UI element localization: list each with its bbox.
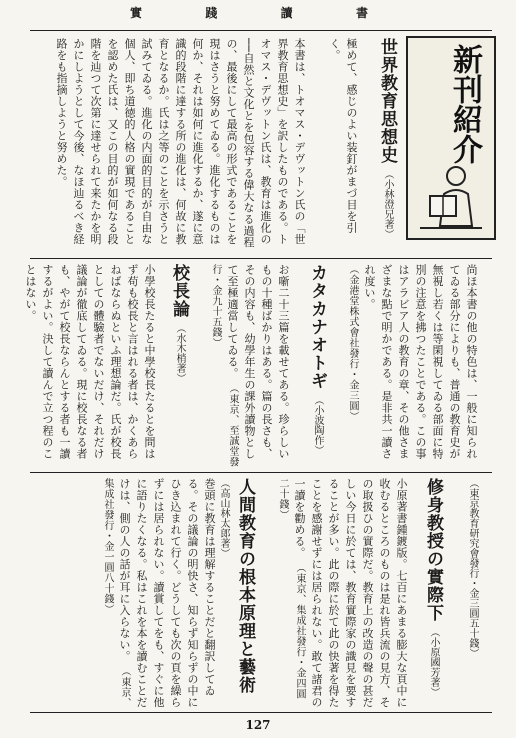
review-title: 世界教育思想史 (377, 38, 397, 164)
review-body-5 (262, 478, 410, 708)
reader-illustration-icon (410, 156, 490, 234)
review-publisher: （東京、至誠堂發行・金九十五錢） (210, 264, 238, 467)
review-title-3 (296, 264, 330, 468)
review-title-5 (414, 478, 446, 708)
review-author: （水木梢著） (174, 323, 185, 384)
review-publisher: （金港堂株式會社發行・金三圓） (347, 264, 358, 422)
running-head-char: 實 (130, 6, 145, 20)
review-intro: 極めて、感じのよい装釘がまづ目を引く。 (328, 38, 358, 234)
review-body-1 (36, 38, 308, 253)
review-title: 校長論 (169, 264, 189, 318)
running-head-char: 踐 (205, 6, 220, 20)
review-author: （小林澄兄著） (382, 169, 393, 240)
review-body-6 (36, 478, 218, 708)
running-head (130, 4, 370, 21)
page-number: 127 (245, 718, 271, 732)
review-title: カタカナオトギ (307, 264, 327, 390)
review-intro-1 (316, 38, 360, 253)
review-body: 尚ほ本書の他の特色は、一般に知られてゐる部分によりも、普通の教育史が無視し若くは等閑視してゐる部面に特別の注意を拂つたことである。この事はアラビア人の教育の章、その他さまざまな點で明かである。是非共一讀され度い。 (363, 264, 478, 460)
review-title-6 (218, 478, 258, 708)
review-body: 小原著書鍾鍍版。七百にあまる膨大な頁中に收むるところのものは是れ皆兵流の見方、その取扱ひの實際だ。教育上の改造の聲の甚だしい今日に於ては、教育實際家の識見を要することが多い。此の際に於て此の快著を得たことを感謝せずには居られない。敢て諸君の一讀を勸める。 (293, 478, 408, 708)
review-title: 修身教授の實際下 (423, 478, 443, 622)
review-body-2 (336, 264, 480, 468)
bottom-rule (30, 712, 492, 713)
logo-text: 新刊紹介 (447, 44, 482, 164)
review-body-4 (24, 264, 158, 468)
review-title-4 (160, 264, 192, 468)
review-body: 本書は、トオマス・デヴットン氏の「世界教育思想史」を訳したものである。トオマス・デヴットン氏は、教育は進化の──自然と文化とを包容する偉大なる過程の、最後にして最高の形式であることを現はさうと努めてゐる。進化するものは何か、それは如何に進化するか、遂に意識的段階に達する所の進化は、何故に教育となるか。氏は之等のことを示さうと試みてゐる。進化の内面的目的が自由な個人、即ち道徳的人格の實現であることを認めた氏は、又この目的が如何なる段階を辿つて次第に達せられて来たかを明かにしようとして今後、なほ辿るべき経路をも指摘しようと努めた。 (55, 38, 306, 248)
review-publisher: （東京、集成社發行・金四圓二十錢） (277, 478, 305, 699)
review-author: （小原國芳著） (428, 627, 439, 698)
middle-rule (30, 258, 492, 259)
review-publisher: （東京教育研究會發行・金三圓五十錢） (467, 478, 478, 658)
review-publisher: （東京、集成社發行・金一圓八十錢） (102, 478, 130, 708)
review-body: 巻頭に教育は理解することだと翻訳してゐる。その議論の明快さ、知らず知らずの中にひき込まれて行く。どうしても次の頁を繰らずには居られない。讀賞してをも、すぐに他に語りたくなる。私はこれを本を讀むことだけは、側の人の話が耳に入らない。 (118, 478, 216, 708)
review-body: 小學校長たると中學校長たるとを問はず苟も校長と言はれる者は、かくあらねばならぬといふ理想論だ。氏が校長としての體驗者でないだけ、それだけ議論が徹底してゐる。現に校長なる者も、やがて校長ならんとする者も一讀するがよい。決して讀んで立つ程のことはない。 (24, 264, 156, 460)
review-publisher-4 (448, 478, 480, 708)
review-author: （高山林太郎著） (218, 478, 229, 558)
running-head-char: 讀 (280, 6, 295, 20)
top-rule (30, 30, 492, 31)
review-body: お噺二十三篇を載せてある。珍らしいもの十種ばかりはある。篇の長さも、その内容も、幼學年生の課外讀物として至極適當してゐる。 (226, 264, 290, 460)
review-body-3 (196, 264, 292, 468)
review-author: （小波陶作） (312, 395, 323, 456)
lower-rule (30, 472, 492, 473)
running-head-char: 書 (355, 6, 370, 20)
review-title-1 (364, 38, 400, 253)
new-books-logo (406, 36, 496, 240)
review-title: 人間教育の根本原理と藝術 (235, 478, 255, 694)
